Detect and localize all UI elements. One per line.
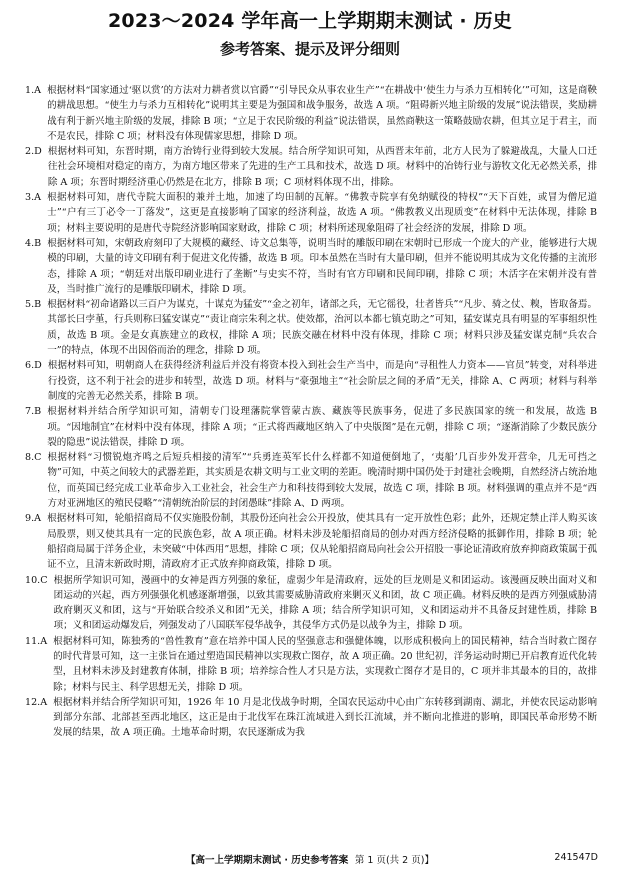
- answer-explanation: 根据材料“初命诸路以三百户为谋克，十谋克为猛安”“金之初年，诸部之兵，无它徭役，壮者皆兵”“凡步、骑之仗、糗，皆取备焉。其部长曰孛堇，行兵则称曰猛安谋克”“责让商宗朱利之状。使效都，治河以本都七镇克助之”可知，猛安谋克具有明显的军事组织性质，故选 B 项。金是女真族建立的政权，排除 A 项；民族交融在材料中没有体现，排除 C 项；材料只涉及猛安谋克制“兵农合一”的特点，体现不出因俗而治的理念，排除 D 项。: [47, 299, 597, 357]
- answer-letter: D: [34, 360, 42, 372]
- answer-number: 8.C: [25, 452, 42, 464]
- page-subtitle: 参考答案、提示及评分细则: [219, 40, 400, 58]
- page-number: 第 1 页(共 2 页)】: [354, 855, 434, 866]
- answer-item: [25, 83, 597, 144]
- answer-item: [25, 450, 597, 511]
- answer-letter: B: [34, 406, 42, 418]
- footer-title: 【高一上学期期末测试 · 历史参考答案: [186, 855, 349, 866]
- answer-number: 7.B: [25, 406, 42, 418]
- answer-number: 12.A: [25, 696, 48, 708]
- answer-number: 11.A: [25, 635, 48, 647]
- answer-item: [25, 573, 597, 634]
- answer-explanation: 根据材料可知，陈独秀的“兽性教育”意在培养中国人民的坚强意志和强健体魄，以形成积极向上的国民精神，结合当时救亡图存的时代背景可知，这一主张旨在通过塑造国民精神以实现救亡图存，故 A 项正确。20 世纪初，洋务运动时期已开启教育近代化转型，且材料未涉及封建教育体制，排除 B 项；培养综合性人才只是方法，实现救亡图存才是目的，C 项并非其最本的目的，故排除；材料与民主、科学思想无关，排除 D 项。: [53, 635, 597, 693]
- document-code: 24154​7D: [554, 852, 598, 863]
- answer-letter: A: [40, 635, 48, 647]
- answer-explanation: 根据材料可知，轮船招商局不仅实施股份制，其股份还向社会公开投放，使其具有一定开放性色彩；此外，还规定禁止洋人购买该局股票，则又使其具有一定的民族色彩，故 A 项正确。材料未涉及轮船招商局的创办对西方经济侵略的抵御作用，排除 B 项；轮船招商局属于洋务企业，未突破“中体西用”思想，排除 C 项；仅从轮船招商局向社会公开招股一事论证清政府放弃抑商政策属于孤证不立，且清末新政时期，清政府才正式放弃抑商政策，排除 D 项。: [47, 513, 597, 571]
- answer-item: [25, 404, 597, 450]
- answer-item: [25, 634, 597, 695]
- answer-explanation: 根据材料并结合所学知识可知，清朝专门设理藩院掌管蒙古族、藏族等民族事务，促进了多民族国家的统一和发展，故选 B 项。“因地制宜”在材料中没有体现，排除 A 项；“正式将西藏地区纳入了中央版图”是在元朝，排除 C 项；“逐渐消除了少数民族分裂的隐患”说法错误，排除 D 项。: [47, 406, 597, 448]
- answer-number: 6.D: [25, 360, 42, 372]
- answer-list: [25, 83, 597, 741]
- answer-number: 2.D: [25, 146, 42, 158]
- answer-letter: B: [34, 237, 42, 249]
- answer-item: [25, 695, 597, 741]
- answer-item: [25, 190, 597, 236]
- answer-letter: A: [34, 192, 42, 204]
- answer-explanation: 根据所学知识可知，漫画中的女神是西方列强的象征，虚弱少年是清政府，远处的巨龙则是义和团运动。该漫画反映出面对义和团运动的兴起，西方列强强化机感逐渐增强，以致其需要威胁清政府来剿灭义和团，故 C 项正确。材料反映的是西方列强威胁清政府剿灭义和团，这与“开始联合绞杀义和团”无关，排除 A 项；结合所学知识可知，义和团运动并不具备反封建性质，排除 B 项；义和团运动爆发后，列强发动了八国联军侵华战争，其侵华方式仍是以战争为主，排除 D 项。: [53, 574, 597, 632]
- answer-explanation: 根据材料可知，明朝商人在获得经济利益后并没有将资本投入到社会生产当中，而是向“寻租性人力资本——官员”转变，对科举进行投资，这不利于社会的进步和转型，故选 D 项。材料与“豪强地主”“社会阶层之间的矛盾”无关，排除 A、C 两项；材料与科举制度的完善无必然关系，排除 B 项。: [47, 360, 597, 402]
- answer-explanation: 根据材料可知，东晋时期，南方治铸行业得到较大发展。结合所学知识可知，从西晋末年前，北方人民为了躲避战乱，大量人口迁往社会环境相对稳定的南方，为南方地区带来了先进的生产工具和技术，故选 D 项。材料中的冶铸行业与游牧文化无必然关系，排除 A 项；东晋时期经济重心仍然是在北方，排除 B 项；C 项材料体现不出，排除。: [47, 146, 597, 188]
- answer-letter: C: [40, 574, 48, 586]
- answer-explanation: 根据材料可知，宋朝政府刻印了大规模的藏经、诗文总集等，说明当时的雕版印刷在宋朝时已形成一个庞大的产业，能够进行大规模的印刷，大量的诗文印刷有利于促进文化传播，故选 B 项。印本虽然在当时有大量印刷，但并不能说明其成为文化传播的主流形态，排除 A 项；“朝廷对出版印刷业进行了垄断”与史实不符，当时有官方印刷和民间印刷，排除 C 项；木活字在宋朝并没有普及，当时推广流行的是雕版印刷术，排除 D 项。: [47, 237, 597, 295]
- answer-explanation: 根据材料“习惯锐炮齐鸣之后短兵相接的清军”“兵勇连英军长什么样都不知道便倒地了，‘夷船’几百步外发开营伞，几无可挡之物”可知，中英之间较大的武器差距，其实质是农耕文明与工业文明的差距。晚清时期中国仍处于封建社会晚期，自然经济占统治地位，而英国已经完成工业革命步入工业社会，社会生产力和科技得到较大发展，故选 C 项，排除 B 项。材料强调的重点并不是“西方对亚洲地区的殖民侵略”“清朝统治阶层的封闭愚昧”排除 A、D 两项。: [47, 452, 597, 510]
- answer-letter: D: [34, 146, 42, 158]
- answer-explanation: 根据材料并结合所学知识可知，1926 年 10 月是北伐战争时期，全国农民运动中心由广东转移到湖南、湖北，并使农民运动影响到部分东部、北部甚至西北地区，这正是由于北伐军在珠江流域进入到长江流域，并不断向北推进的影响，即国民革命形势不断发展的结果，故 A 项正确。土地革命时期，农民逐渐成为我: [53, 696, 597, 739]
- answer-letter: B: [34, 299, 42, 311]
- answer-letter: A: [40, 696, 48, 708]
- answer-number: 4.B: [25, 237, 42, 249]
- answer-explanation: 根据材料“国家通过‘驱以赏’的方法对力耕者赏以官爵”“引导民众从事农业生产”“在耕战中‘使生力与杀力互相转化’”可知，这是商鞅的耕战思想。“使生力与杀力互相转化”说明其主要是为强国和战争服务，故选 A 项。“阻碍新兴地主阶级的发展”说法错误，奖励耕战有利于新兴地主阶级的发展，排除 B 项；“立足于农民阶级的利益”说法错误，虽然商鞅这一策略鼓励农耕，但其立足于君主，而不是农民，排除 C 项；材料没有体现儒家思想，排除 D 项。: [47, 85, 597, 142]
- answer-explanation: 根据材料可知，唐代寺院大面积的兼并土地，加速了均田制的瓦解。“佛教寺院享有免纳赋役的特权”“天下百姓，或冒为僧尼道士”“户有三丁必令一丁落发”，这更是直接影响了国家的经济利益，故选 A 项。“佛教教义出现质变”在材料中无法体现，排除 B 项；材料主要说明的是唐代寺院经济影响国家财政，排除 C 项；材料所述现象阻碍了社会经济的发展，排除 D 项。: [47, 192, 597, 234]
- answer-item: [25, 297, 597, 358]
- answer-item: [25, 236, 597, 297]
- footer-label: [0, 852, 620, 866]
- answer-number: 5.B: [25, 299, 42, 311]
- answer-letter: A: [34, 85, 42, 96]
- answer-item: [25, 144, 597, 190]
- page-title: 2023～2024 学年高一上学期期末测试 · 历史: [107, 10, 513, 32]
- answer-item: [25, 358, 597, 404]
- answer-number: 3.A: [25, 192, 42, 204]
- answer-letter: C: [34, 452, 42, 464]
- answer-item: [25, 511, 597, 572]
- answer-number: 1.A: [25, 85, 42, 96]
- page-footer: [0, 852, 620, 866]
- answer-number: 9.A: [25, 513, 42, 525]
- answer-letter: A: [34, 513, 42, 525]
- answer-number: 10.C: [25, 574, 48, 586]
